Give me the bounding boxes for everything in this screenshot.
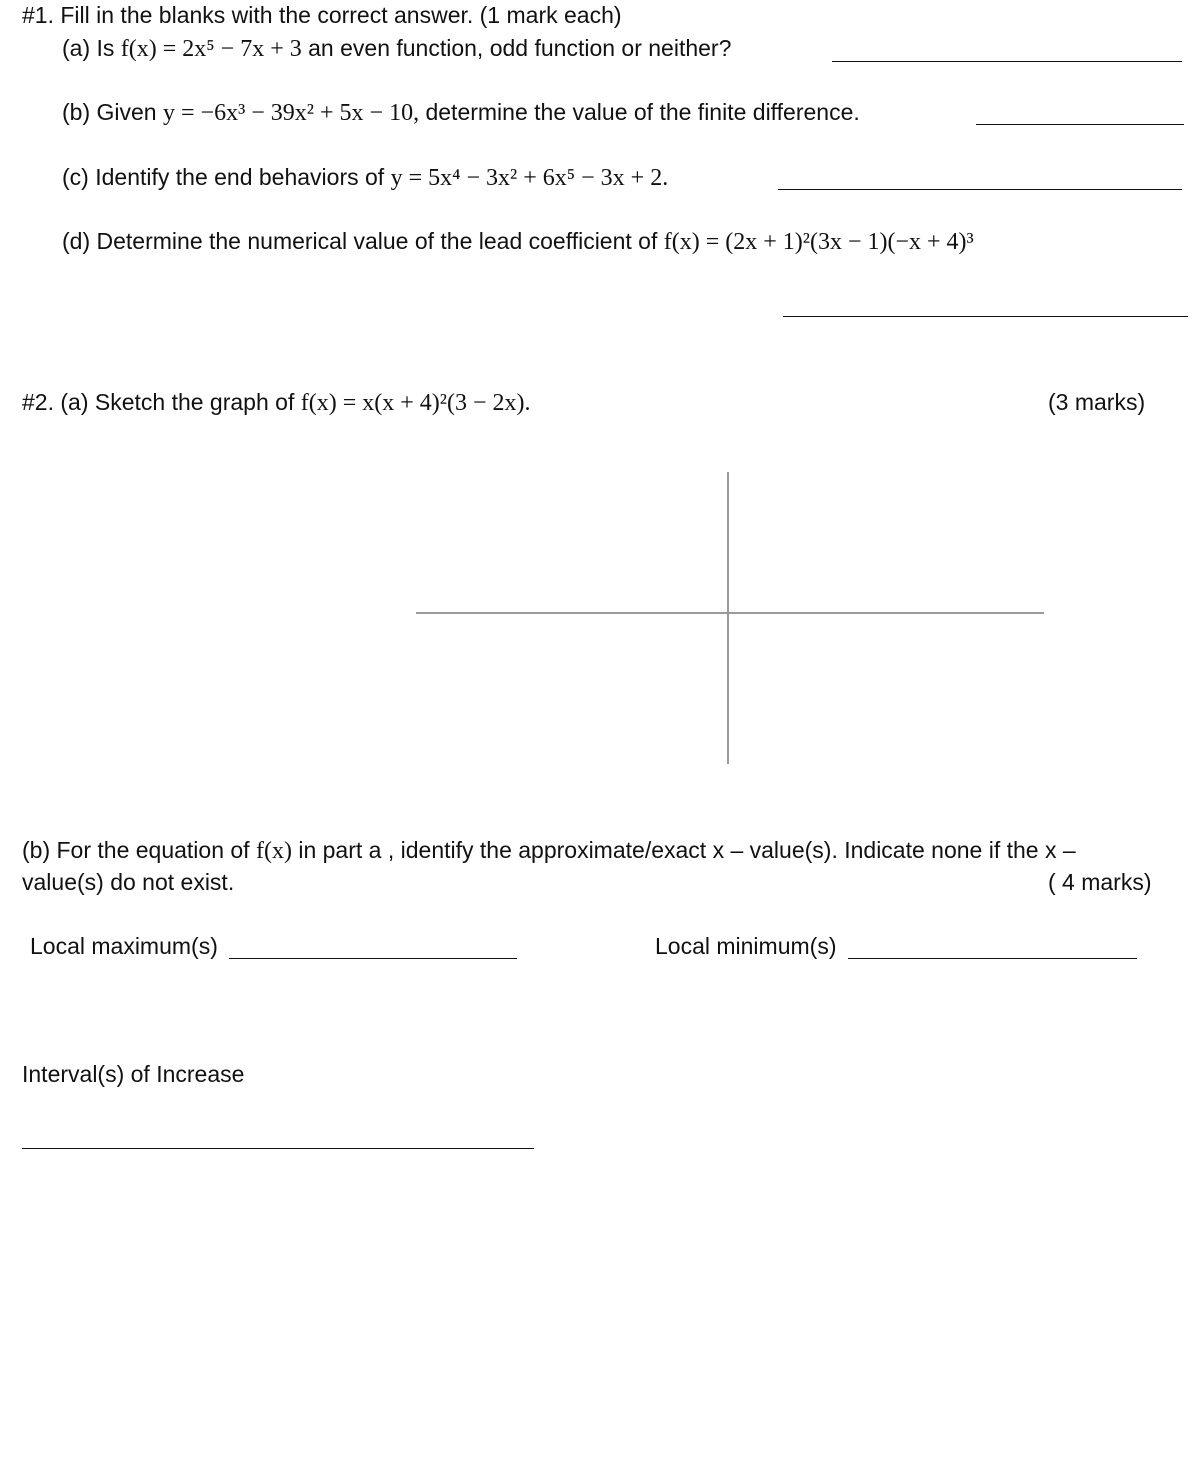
q1b-suffix: determine the value of the finite difference. <box>425 99 860 125</box>
sketch-y-axis <box>727 472 729 764</box>
q1c-text <box>62 162 668 193</box>
q1b-equation: y = −6x³ − 39x² + 5x − 10, <box>163 100 420 126</box>
q1d-prefix: Determine the numerical value of the lead coefficient of <box>96 228 658 254</box>
q1d-equation: f(x) = (2x + 1)²(3x − 1)(−x + 4)³ <box>663 229 974 255</box>
q1b-prefix: Given <box>96 99 157 125</box>
q1a-label: (a) <box>62 35 91 61</box>
q1-title: #1. Fill in the blanks with the correct answer. (1 mark each) <box>22 2 622 28</box>
q1c-equation: y = 5x⁴ − 3x² + 6x⁵ − 3x + 2. <box>390 165 669 191</box>
q2b-func: f(x) <box>255 838 292 864</box>
q1a-text <box>62 33 731 64</box>
q1a-equation: f(x) = 2x⁵ − 7x + 3 <box>120 36 302 62</box>
increase-answer-blank[interactable] <box>22 1148 534 1149</box>
q1a-answer-blank[interactable] <box>832 61 1182 62</box>
q2-title-prefix: #2. (a) Sketch the graph of <box>22 389 295 415</box>
q2b-text-line2: value(s) do not exist. <box>22 869 235 895</box>
q1b-label: (b) <box>62 99 91 125</box>
q2b-prefix: (b) For the equation of <box>22 837 250 863</box>
q2b-marks: ( 4 marks) <box>1048 869 1152 895</box>
q1a-suffix: an even function, odd function or neither? <box>308 35 732 61</box>
q1c-prefix: Identify the end behaviors of <box>95 164 385 190</box>
q1c-answer-blank[interactable] <box>778 189 1182 190</box>
sketch-x-axis <box>416 612 1044 614</box>
increase-label: Interval(s) of Increase <box>22 1061 245 1087</box>
q2b-text-line1 <box>22 835 1076 866</box>
local-min-label: Local minimum(s) <box>655 933 837 959</box>
local-min-answer-blank[interactable] <box>848 958 1137 959</box>
q1c-label: (c) <box>62 164 89 190</box>
q1b-answer-blank[interactable] <box>976 124 1184 125</box>
q1b-text <box>62 97 860 128</box>
q1a-prefix: Is <box>96 35 115 61</box>
q1d-answer-blank[interactable] <box>783 316 1188 317</box>
local-max-answer-blank[interactable] <box>229 958 517 959</box>
q2a-marks: (3 marks) <box>1048 389 1146 415</box>
q2-title <box>22 387 530 418</box>
local-max-label: Local maximum(s) <box>30 933 218 959</box>
q2-equation: f(x) = x(x + 4)²(3 − 2x). <box>300 390 531 416</box>
q1d-label: (d) <box>62 228 91 254</box>
q1d-text <box>62 226 974 257</box>
q2b-rest: in part a , identify the approximate/exact x – value(s). Indicate none if the x – <box>298 837 1076 863</box>
